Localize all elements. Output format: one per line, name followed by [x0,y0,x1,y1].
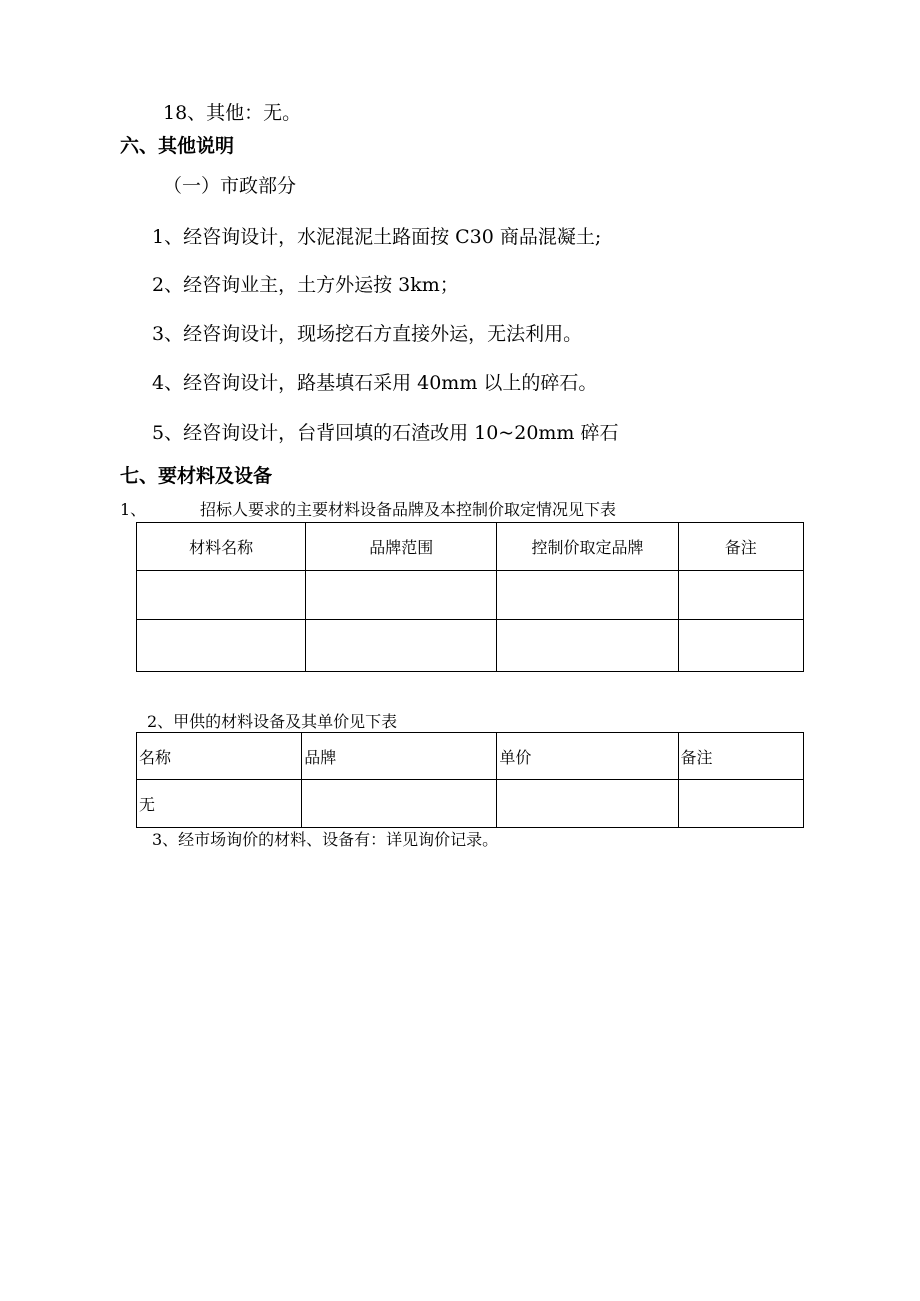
note-3: 3、经咨询设计，现场挖石方直接外运，无法利用。 [152,323,583,345]
table-cell [678,571,803,620]
table-row [137,780,804,828]
table-cell: 无 [137,780,302,828]
header-brand: 品牌 [302,733,497,780]
header-material-name: 材料名称 [137,523,306,571]
item-3-text: 3、经市场询价的材料、设备有：详见询价记录。 [152,830,499,849]
header-control-brand: 控制价取定品牌 [497,523,678,571]
table-header-row [137,523,804,571]
table-row [137,571,804,620]
header-remarks: 备注 [678,733,803,780]
table-header-row [137,733,804,780]
table-cell [678,780,803,828]
item-18: 18、其他：无。 [163,102,302,124]
header-brand-range: 品牌范围 [306,523,497,571]
header-name: 名称 [137,733,302,780]
table-cell [497,571,678,620]
item-1-number: 1、 [120,500,147,519]
table-cell [306,620,497,672]
table-row [137,620,804,672]
note-5: 5、经咨询设计，台背回填的石渣改用 10~20mm 碎石 [152,422,619,444]
item-2-text: 2、甲供的材料设备及其单价见下表 [147,712,398,731]
item-1-text: 招标人要求的主要材料设备品牌及本控制价取定情况见下表 [200,500,617,519]
subsection-municipal: （一）市政部分 [163,175,297,197]
note-2: 2、经咨询业主，土方外运按 3km； [152,274,459,296]
header-unit-price: 单价 [497,733,678,780]
brand-table [136,522,804,672]
section-7-title: 七、要材料及设备 [120,465,273,487]
table-cell [137,571,306,620]
table-cell [302,780,497,828]
table-cell [306,571,497,620]
note-4: 4、经咨询设计，路基填石采用 40mm 以上的碎石。 [152,372,598,394]
table-cell [137,620,306,672]
note-1: 1、经咨询设计，水泥混泥土路面按 C30 商品混凝土; [152,226,602,248]
owner-supplied-table [136,732,804,828]
table-cell [497,620,678,672]
header-remarks: 备注 [678,523,803,571]
table-cell [678,620,803,672]
table-cell [497,780,678,828]
section-6-title: 六、其他说明 [120,135,235,157]
